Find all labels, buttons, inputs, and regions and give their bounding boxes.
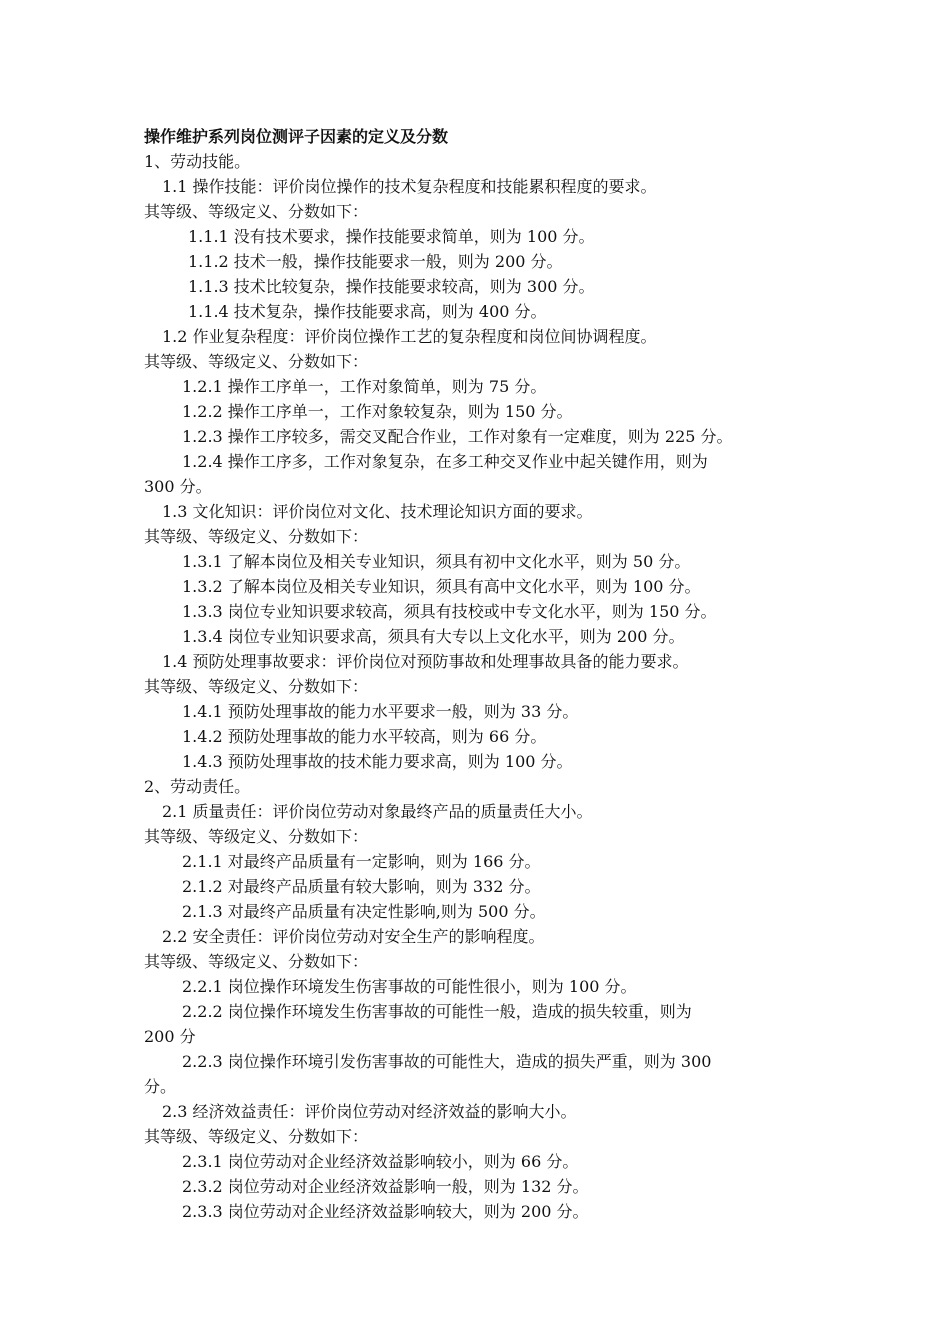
grade-item: 1.2.2 操作工序单一，工作对象较复杂，则为 150 分。 [182, 402, 573, 421]
factor-definition: 2.1 质量责任：评价岗位劳动对象最终产品的质量责任大小。 [162, 802, 593, 821]
section-heading: 1、劳动技能。 [144, 152, 251, 171]
factor-definition: 2.3 经济效益责任：评价岗位劳动对经济效益的影响大小。 [162, 1102, 577, 1121]
factor-definition: 2.2 安全责任：评价岗位劳动对安全生产的影响程度。 [162, 927, 545, 946]
grade-item: 1.3.3 岗位专业知识要求较高，须具有技校或中专文化水平，则为 150 分。 [182, 602, 717, 621]
grade-intro: 其等级、等级定义、分数如下： [144, 1127, 369, 1146]
grade-intro: 其等级、等级定义、分数如下： [144, 677, 369, 696]
grade-intro: 其等级、等级定义、分数如下： [144, 352, 369, 371]
grade-item: 1.3.1 了解本岗位及相关专业知识，须具有初中文化水平，则为 50 分。 [182, 552, 691, 571]
section-heading: 2、劳动责任。 [144, 777, 251, 796]
grade-item: 2.1.1 对最终产品质量有一定影响，则为 166 分。 [182, 852, 541, 871]
grade-item: 1.1.2 技术一般，操作技能要求一般，则为 200 分。 [188, 252, 563, 271]
grade-item: 2.2.2 岗位操作环境发生伤害事故的可能性一般，造成的损失较重，则为 [182, 1002, 692, 1021]
grade-intro: 其等级、等级定义、分数如下： [144, 202, 369, 221]
grade-intro: 其等级、等级定义、分数如下： [144, 827, 369, 846]
grade-item-continuation: 300 分。 [144, 477, 212, 496]
grade-item: 1.1.4 技术复杂，操作技能要求高，则为 400 分。 [188, 302, 547, 321]
grade-item: 2.3.1 岗位劳动对企业经济效益影响较小，则为 66 分。 [182, 1152, 579, 1171]
grade-item: 1.2.4 操作工序多，工作对象复杂，在多工种交叉作业中起关键作用，则为 [182, 452, 708, 471]
grade-item: 1.3.4 岗位专业知识要求高，须具有大专以上文化水平，则为 200 分。 [182, 627, 685, 646]
factor-definition: 1.1 操作技能：评价岗位操作的技术复杂程度和技能累积程度的要求。 [162, 177, 657, 196]
document-title: 操作维护系列岗位测评子因素的定义及分数 [144, 127, 449, 146]
factor-definition: 1.2 作业复杂程度：评价岗位操作工艺的复杂程度和岗位间协调程度。 [162, 327, 657, 346]
grade-item: 2.1.3 对最终产品质量有决定性影响,则为 500 分。 [182, 902, 546, 921]
grade-item: 2.2.3 岗位操作环境引发伤害事故的可能性大，造成的损失严重，则为 300 [182, 1052, 712, 1071]
grade-item: 1.1.3 技术比较复杂，操作技能要求较高，则为 300 分。 [188, 277, 595, 296]
grade-item: 1.4.2 预防处理事故的能力水平较高，则为 66 分。 [182, 727, 547, 746]
grade-item: 1.3.2 了解本岗位及相关专业知识，须具有高中文化水平，则为 100 分。 [182, 577, 701, 596]
grade-item: 1.4.1 预防处理事故的能力水平要求一般，则为 33 分。 [182, 702, 579, 721]
grade-item: 2.3.3 岗位劳动对企业经济效益影响较大，则为 200 分。 [182, 1202, 589, 1221]
grade-item: 1.2.1 操作工序单一，工作对象简单，则为 75 分。 [182, 377, 547, 396]
grade-item-continuation: 200 分 [144, 1027, 196, 1046]
factor-definition: 1.4 预防处理事故要求：评价岗位对预防事故和处理事故具备的能力要求。 [162, 652, 689, 671]
grade-item-continuation: 分。 [144, 1077, 177, 1096]
grade-intro: 其等级、等级定义、分数如下： [144, 527, 369, 546]
grade-item: 1.1.1 没有技术要求，操作技能要求简单，则为 100 分。 [188, 227, 595, 246]
factor-definition: 1.3 文化知识：评价岗位对文化、技术理论知识方面的要求。 [162, 502, 593, 521]
document-body [144, 124, 824, 1224]
grade-item: 2.1.2 对最终产品质量有较大影响，则为 332 分。 [182, 877, 541, 896]
grade-item: 1.2.3 操作工序较多，需交叉配合作业，工作对象有一定难度，则为 225 分。 [182, 427, 733, 446]
grade-intro: 其等级、等级定义、分数如下： [144, 952, 369, 971]
grade-item: 1.4.3 预防处理事故的技术能力要求高，则为 100 分。 [182, 752, 573, 771]
grade-item: 2.3.2 岗位劳动对企业经济效益影响一般，则为 132 分。 [182, 1177, 589, 1196]
grade-item: 2.2.1 岗位操作环境发生伤害事故的可能性很小，则为 100 分。 [182, 977, 637, 996]
